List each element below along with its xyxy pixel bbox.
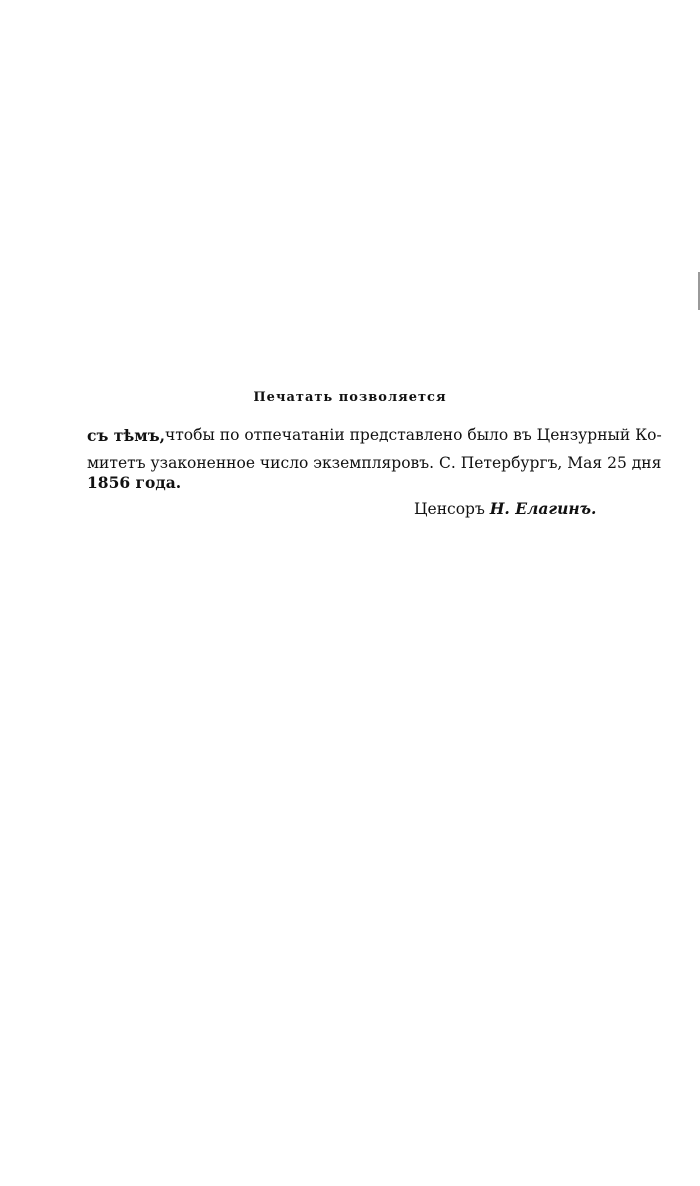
paragraph-line-3 (87, 475, 639, 492)
paragraph-line-1 (87, 426, 662, 445)
paragraph-line-2-text: митетъ узаконенное число экземпляровъ. С. Петербургъ, Мая 25 дня (87, 454, 662, 472)
paragraph-line-1-rest: чтобы по отпечатаніи представлено было въ Цензурный Ко- (164, 426, 662, 444)
signature (414, 499, 596, 518)
signature-role: Ценсоръ (414, 500, 485, 518)
paragraph-line-2 (87, 454, 662, 472)
heading: Печатать позволяется (253, 390, 447, 405)
paragraph-line-1-bold: съ тѣмъ, (87, 426, 165, 445)
paragraph-line-3-text: 1856 года. (87, 473, 182, 492)
signature-name: Н. Елагинъ. (489, 499, 597, 518)
